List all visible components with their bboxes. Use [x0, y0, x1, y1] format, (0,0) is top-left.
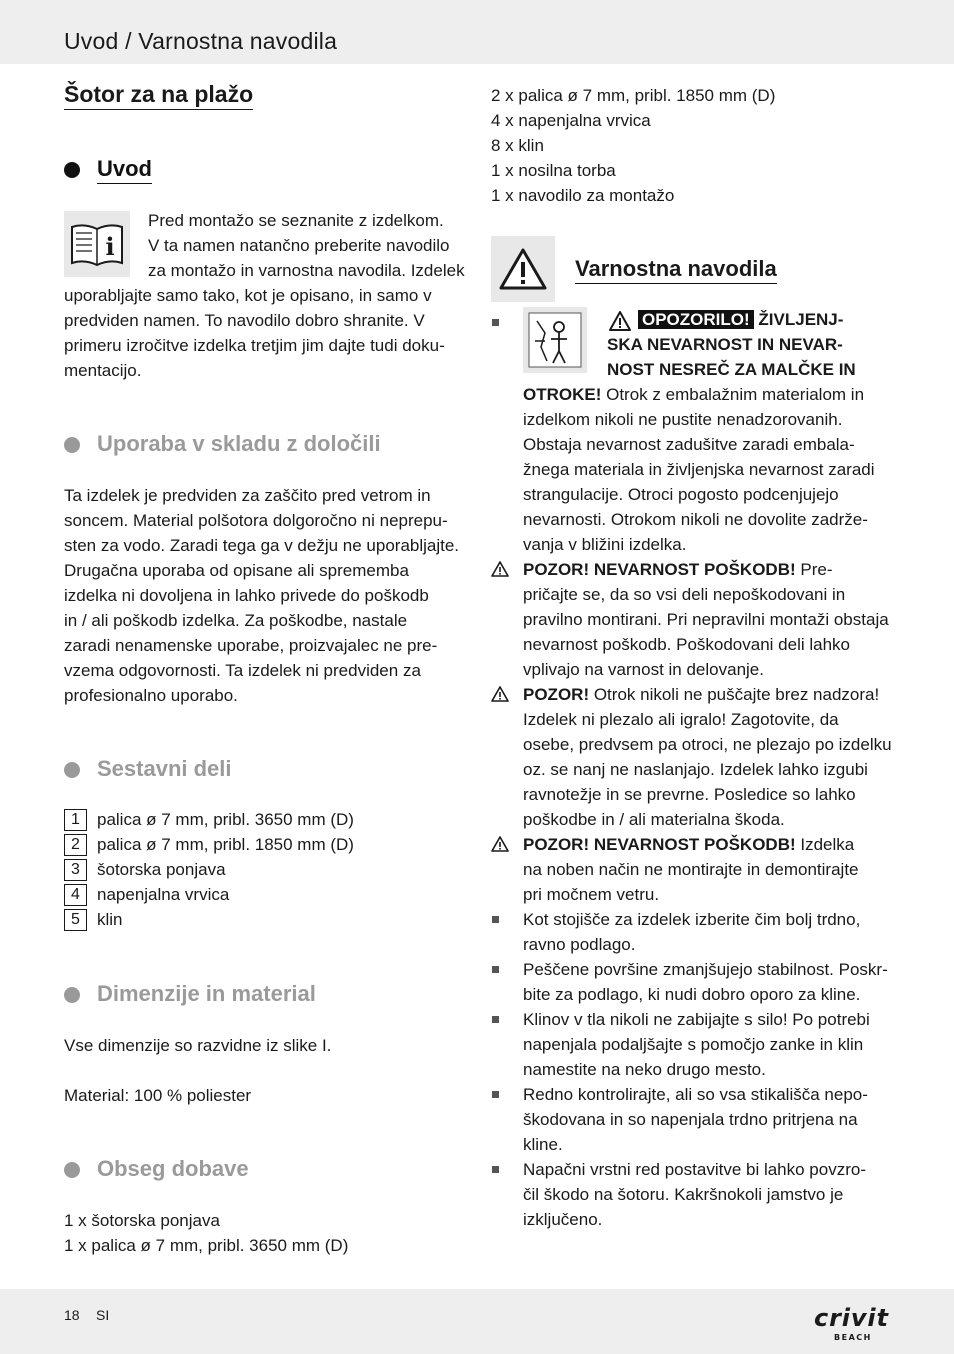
warning-small-icon — [490, 560, 508, 576]
intro-line: uporabljajte samo tako, kot je opisano, in samo v — [64, 286, 432, 305]
warning-1-line: Obstaja nevarnost zadušitve zaradi embala- — [523, 435, 855, 454]
section-heading-text: Sestavni deli — [97, 756, 232, 781]
warning-2-heading: POZOR! NEVARNOST POŠKODB! — [523, 560, 796, 579]
warning-2-text: Pre- — [795, 560, 833, 579]
section-heading-dimensions — [64, 980, 414, 1010]
safety-bullet-line: bite za podlago, ki nudi dobro oporo za kline. — [523, 985, 861, 1004]
part-number: 4 — [64, 884, 87, 906]
child-warning-icon — [523, 307, 587, 373]
warning-2-line: pričajte se, da so vsi deli nepoškodovani in — [523, 585, 846, 604]
svg-text:i: i — [105, 232, 115, 261]
delivery-item: 8 x klin — [491, 136, 544, 155]
part-number: 1 — [64, 809, 87, 831]
intended-use-line: vzema odgovornosti. Ta izdelek ni predviden za — [64, 661, 421, 680]
delivery-item: 1 x navodilo za montažo — [491, 186, 675, 205]
intro-line: primeru izročitve izdelka tretjim jim dajte tudi doku- — [64, 336, 445, 355]
language-code: SI — [96, 1307, 110, 1323]
warning-label-badge: OPOZORILO! — [638, 310, 754, 329]
list-bullet-icon — [492, 319, 499, 326]
section-heading-delivery — [64, 1155, 364, 1185]
safety-bullet-line: ravno podlago. — [523, 935, 636, 954]
warning-3-line: Izdelek ni plezalo ali igralo! Zagotovite, da — [523, 710, 839, 729]
page-footer — [0, 1289, 954, 1354]
warning-1-line: izdelkom nikoli ne pustite nenadzorovanih. — [523, 410, 843, 429]
warning-1-heading-end: OTROKE! — [523, 385, 602, 404]
parts-list-item — [64, 809, 444, 831]
section-heading-intended-use — [64, 430, 464, 460]
info-book-icon — [64, 211, 130, 277]
warning-small-icon — [490, 835, 508, 851]
parts-list-item — [64, 884, 444, 906]
warning-3-line: osebe, predvsem pa otroci, ne plezajo po izdelku — [523, 735, 892, 754]
intended-use-line: in / ali poškodb izdelka. Za poškodbe, nastale — [64, 611, 408, 630]
safety-bullet-line: Napačni vrstni red postavitve bi lahko povzro- — [523, 1160, 866, 1179]
warning-3-line — [523, 682, 879, 707]
warning-small-icon — [608, 310, 626, 326]
intended-use-line: zaradi nenamenske uporabe, proizvajalec ne pre- — [64, 636, 438, 655]
list-bullet-icon — [492, 1091, 499, 1098]
heading-bullet-icon — [64, 162, 80, 178]
section-heading-text: Dimenzije in material — [97, 981, 316, 1006]
safety-bullet-line: Kot stojišče za izdelek izberite čim bolj trdno, — [523, 910, 861, 929]
warning-3-line: oz. se nanj ne naslanjajo. Izdelek lahko izgubi — [523, 760, 868, 779]
list-bullet-icon — [492, 1166, 499, 1173]
part-label: šotorska ponjava — [97, 860, 226, 879]
warning-3-heading: POZOR! — [523, 685, 590, 704]
list-bullet-icon — [492, 916, 499, 923]
section-heading-text: Uvod — [97, 155, 152, 184]
intro-line: predviden namen. To navodilo dobro shranite. V — [64, 311, 425, 330]
parts-list-item — [64, 859, 444, 881]
part-number: 5 — [64, 909, 87, 931]
warning-2-line — [523, 557, 832, 582]
warning-1-line — [523, 382, 864, 407]
svg-text:crivit: crivit — [814, 1304, 888, 1332]
warning-2-line: vplivajo na varnost in delovanje. — [523, 660, 764, 679]
section-heading-text: Obseg dobave — [97, 1156, 249, 1181]
warning-triangle-icon — [491, 236, 555, 302]
part-label: palica ø 7 mm, pribl. 3650 mm (D) — [97, 810, 354, 829]
intro-line: za montažo in varnostna navodila. Izdelek — [148, 261, 465, 280]
intended-use-line: sten za vodo. Zaradi tega ga v dežju ne uporabljajte. — [64, 536, 460, 555]
safety-bullet-line: namestite na neko drugo mesto. — [523, 1060, 766, 1079]
warning-4-heading: POZOR! NEVARNOST POŠKODB! — [523, 835, 796, 854]
intro-line: mentacijo. — [64, 361, 142, 380]
heading-bullet-icon — [64, 987, 80, 1003]
warning-1-line: žnega materiala in življenjska nevarnost zaradi — [523, 460, 875, 479]
warning-1-text: Otrok z embalažnim materialom in — [601, 385, 865, 404]
intended-use-line: izdelka ni dovoljena in lahko privede do poškodb — [64, 586, 429, 605]
warning-4-line: pri močnem vetru. — [523, 885, 660, 904]
warning-1-line: nevarnosti. Otrokom nikoli ne dovolite zadrže- — [523, 510, 868, 529]
safety-bullet-line: Redno kontrolirajte, ali so vsa stikališča nepo- — [523, 1085, 868, 1104]
warning-3-line: ravnotežje in se prevrne. Posledice so lahko — [523, 785, 856, 804]
warning-1-line — [638, 307, 843, 332]
part-label: napenjalna vrvica — [97, 885, 230, 904]
safety-heading: Varnostna navodila — [575, 255, 777, 284]
safety-bullet-line: Peščene površine zmanjšujejo stabilnost. Poskr- — [523, 960, 888, 979]
intended-use-line: Drugačna uporaba od opisane ali sprememba — [64, 561, 409, 580]
page-header-title: Uvod / Varnostna navodila — [64, 28, 338, 54]
part-number: 2 — [64, 834, 87, 856]
safety-bullet-line: kline. — [523, 1135, 563, 1154]
list-bullet-icon — [492, 1016, 499, 1023]
warning-1-heading-line: NOST NESREČ ZA MALČKE IN — [607, 360, 856, 379]
warning-4-line: na noben način ne montirajte in demontirajte — [523, 860, 859, 879]
warning-small-icon — [490, 685, 508, 701]
delivery-item: 1 x nosilna torba — [491, 161, 616, 180]
delivery-item: 2 x palica ø 7 mm, pribl. 1850 mm (D) — [491, 86, 776, 105]
material-text: Material: 100 % poliester — [64, 1086, 252, 1105]
warning-3-text: Otrok nikoli ne puščajte brez nadzora! — [589, 685, 880, 704]
warning-1-line: vanja v bližini izdelka. — [523, 535, 687, 554]
intended-use-line: soncem. Material polšotora dolgoročno ni neprepu- — [64, 511, 448, 530]
safety-bullet-line: čil škodo na šotoru. Kakršnokoli jamstvo je — [523, 1185, 844, 1204]
warning-2-line: pravilno montirani. Pri nepravilni montaži obstaja — [523, 610, 889, 629]
delivery-item: 4 x napenjalna vrvica — [491, 111, 651, 130]
document-title: Šotor za na plažo — [64, 80, 253, 110]
safety-bullet-line: škodovana in so napenjala trdno pritrjena na — [523, 1110, 858, 1129]
section-heading-text: Uporaba v skladu z določili — [97, 431, 381, 456]
intro-line: Pred montažo se seznanite z izdelkom. — [148, 211, 444, 230]
heading-bullet-icon — [64, 762, 80, 778]
safety-bullet-line: izključeno. — [523, 1210, 603, 1229]
section-heading-intro — [64, 155, 364, 185]
safety-bullet-line: Klinov v tla nikoli ne zabijajte s silo! Po potrebi — [523, 1010, 870, 1029]
svg-text:BEACH: BEACH — [834, 1333, 872, 1342]
intro-line: V ta namen natančno preberite navodilo — [148, 236, 450, 255]
part-label: klin — [97, 910, 123, 929]
part-number: 3 — [64, 859, 87, 881]
intended-use-line: Ta izdelek je predviden za zaščito pred vetrom in — [64, 486, 431, 505]
heading-bullet-icon — [64, 1162, 80, 1178]
warning-1-heading-line: SKA NEVARNOST IN NEVAR- — [607, 335, 843, 354]
intended-use-line: profesionalno uporabo. — [64, 686, 238, 705]
warning-2-line: nevarnost poškodb. Poškodovani deli lahko — [523, 635, 850, 654]
safety-bullet-line: napenjala podaljšajte s pomočjo zanke in klin — [523, 1035, 864, 1054]
delivery-item: 1 x palica ø 7 mm, pribl. 3650 mm (D) — [64, 1236, 349, 1255]
warning-1-heading-part: ŽIVLJENJ- — [758, 310, 844, 329]
crivit-beach-logo — [812, 1300, 892, 1344]
parts-list-item — [64, 834, 444, 856]
warning-4-line — [523, 832, 854, 857]
delivery-item: 1 x šotorska ponjava — [64, 1211, 220, 1230]
page-number: 18 — [64, 1307, 80, 1323]
dimensions-text: Vse dimenzije so razvidne iz slike I. — [64, 1036, 332, 1055]
heading-bullet-icon — [64, 437, 80, 453]
warning-1-line: strangulacije. Otroci pogosto podcenjujejo — [523, 485, 839, 504]
section-heading-parts — [64, 755, 364, 785]
warning-3-line: poškodbe in / ali materialna škoda. — [523, 810, 785, 829]
warning-4-text: Izdelka — [795, 835, 855, 854]
part-label: palica ø 7 mm, pribl. 1850 mm (D) — [97, 835, 354, 854]
list-bullet-icon — [492, 966, 499, 973]
parts-list-item — [64, 909, 444, 931]
